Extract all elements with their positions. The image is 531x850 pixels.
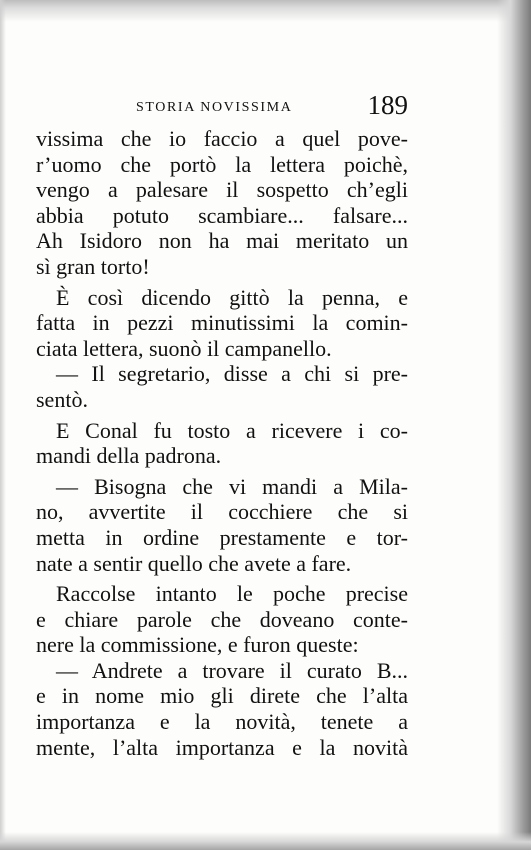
- text-line: Ah Isidoro non ha mai meritato un: [36, 228, 408, 254]
- text-line: metta in ordine prestamente e tor-: [36, 524, 408, 550]
- running-title: STORIA NOVISSIMA: [136, 100, 293, 115]
- text-line: importanza e la novità, tenete a: [36, 709, 408, 735]
- page-header: [36, 92, 408, 122]
- text-line: Raccolse intanto le poche precise: [56, 581, 408, 607]
- text-line: — Andrete a trovare il curato B...: [56, 657, 408, 683]
- text-line: ciata lettera, suonò il campanello.: [36, 335, 332, 361]
- text-line: e chiare parole che doveano conte-: [36, 606, 408, 632]
- text-line: abbia potuto scambiare... falsare...: [36, 202, 408, 228]
- text-line: mente, l’alta importanza e la novità: [36, 734, 408, 760]
- text-line: nere la commissione, e furon queste:: [36, 632, 359, 658]
- text-line: no, avvertite il cocchiere che si: [36, 499, 408, 525]
- text-line: mandi della padrona.: [36, 443, 222, 469]
- page-number: 189: [367, 90, 408, 120]
- body-text: [36, 126, 408, 760]
- text-line: sentò.: [36, 386, 88, 412]
- text-line: e in nome mio gli direte che l’alta: [36, 683, 408, 709]
- text-line: vengo a palesare il sospetto ch’egli: [36, 177, 408, 203]
- text-line: È così dicendo gittò la penna, e: [56, 284, 408, 310]
- text-line: E Conal fu tosto a ricevere i co-: [56, 417, 408, 443]
- page-left-shadow: [0, 0, 6, 850]
- text-line: — Il segretario, disse a chi si pre-: [56, 361, 408, 387]
- text-line: — Bisogna che vi mandi a Mila-: [56, 473, 408, 499]
- text-line: nate a sentir quello che avete a fare.: [36, 550, 352, 576]
- text-line: sì gran torto!: [36, 253, 150, 279]
- page-top-shadow: [0, 0, 531, 22]
- text-line: fatta in pezzi minutissimi la comin-: [36, 310, 408, 336]
- text-line: vissima che io faccio a quel pove-: [36, 126, 408, 151]
- page-right-edge: [497, 0, 531, 850]
- text-line: r’uomo che portò la lettera poichè,: [36, 151, 408, 177]
- page-bottom-shadow: [0, 832, 531, 850]
